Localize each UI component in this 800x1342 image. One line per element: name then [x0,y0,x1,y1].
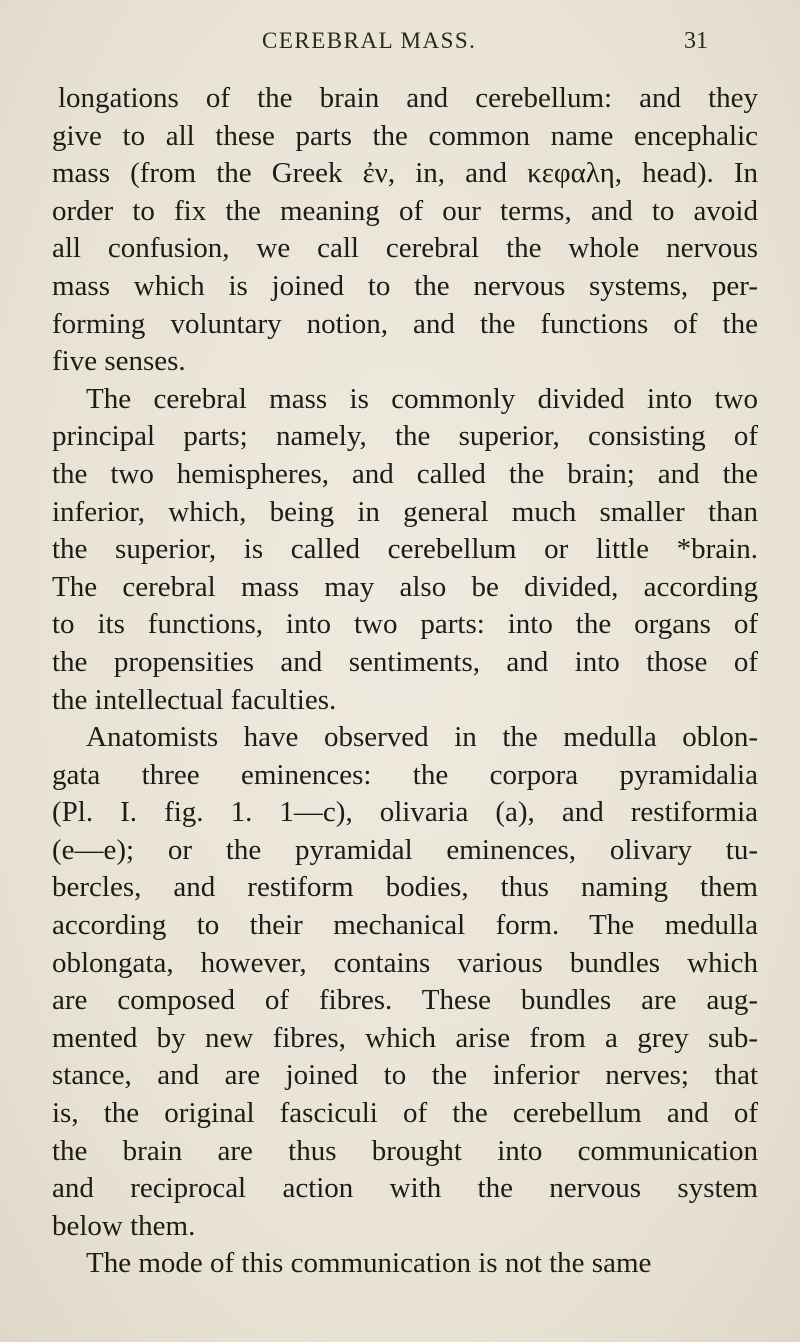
text-line: stance, and are joined to the inferior nerves; that [52,1059,758,1092]
text-line: forming voluntary notion, and the functions of the [52,307,758,340]
paragraph-start-line: Anatomists have observed in the medulla oblon- [86,721,758,754]
text-line: The cerebral mass may also be divided, according [52,570,758,603]
text-line: according to their mechanical form. The medulla [52,909,758,942]
text-line: principal parts; namely, the superior, consisting of [52,420,758,453]
text-line: (Pl. I. fig. 1. 1—c), olivaria (a), and restiformia [52,796,758,829]
paragraph-start-line: The cerebral mass is commonly divided into two [86,382,758,415]
text-line: the two hemispheres, and called the brain; and the [52,457,758,490]
text-line: (e—e); or the pyramidal eminences, olivary tu- [52,833,758,866]
text-line: mass which is joined to the nervous systems, per- [52,269,758,302]
paragraph-end-line: the intellectual faculties. [52,683,337,716]
text-line: inferior, which, being in general much smaller than [52,495,758,528]
text-line: mented by new fibres, which arise from a grey sub- [52,1021,758,1054]
text-line: to its functions, into two parts: into the organs of [52,608,758,641]
text-line: bercles, and restiform bodies, thus naming them [52,871,758,904]
text-line: are composed of fibres. These bundles are aug- [52,984,758,1017]
text-line: and reciprocal action with the nervous system [52,1172,758,1205]
text-line: the brain are thus brought into communication [52,1134,758,1167]
paragraph-end-line: below them. [52,1209,196,1242]
text-line: the superior, is called cerebellum or little *brain. [52,533,758,566]
page-number: 31 [684,28,708,54]
text-line: all confusion, we call cerebral the whole nervous [52,232,758,265]
text-line: give to all these parts the common name encephalic [52,119,758,152]
text-line: is, the original fasciculi of the cerebellum and of [52,1097,758,1130]
text-line: the propensities and sentiments, and into those of [52,645,758,678]
text-line: mass (from the Greek ἐν, in, and κεφαλη, head). In [52,157,758,190]
text-line: order to fix the meaning of our terms, and to avoid [52,194,758,227]
text-line: oblongata, however, contains various bundles which [52,946,758,979]
running-head [0,28,800,64]
body-text [52,80,758,1283]
running-head-title: CEREBRAL MASS. [262,28,477,53]
text-line: longations of the brain and cerebellum: and they [58,82,758,114]
paragraph-end-line: five senses. [52,345,186,378]
paragraph-start-line: The mode of this communication is not the same [86,1247,652,1280]
text-line: gata three eminences: the corpora pyramidalia [52,758,758,791]
